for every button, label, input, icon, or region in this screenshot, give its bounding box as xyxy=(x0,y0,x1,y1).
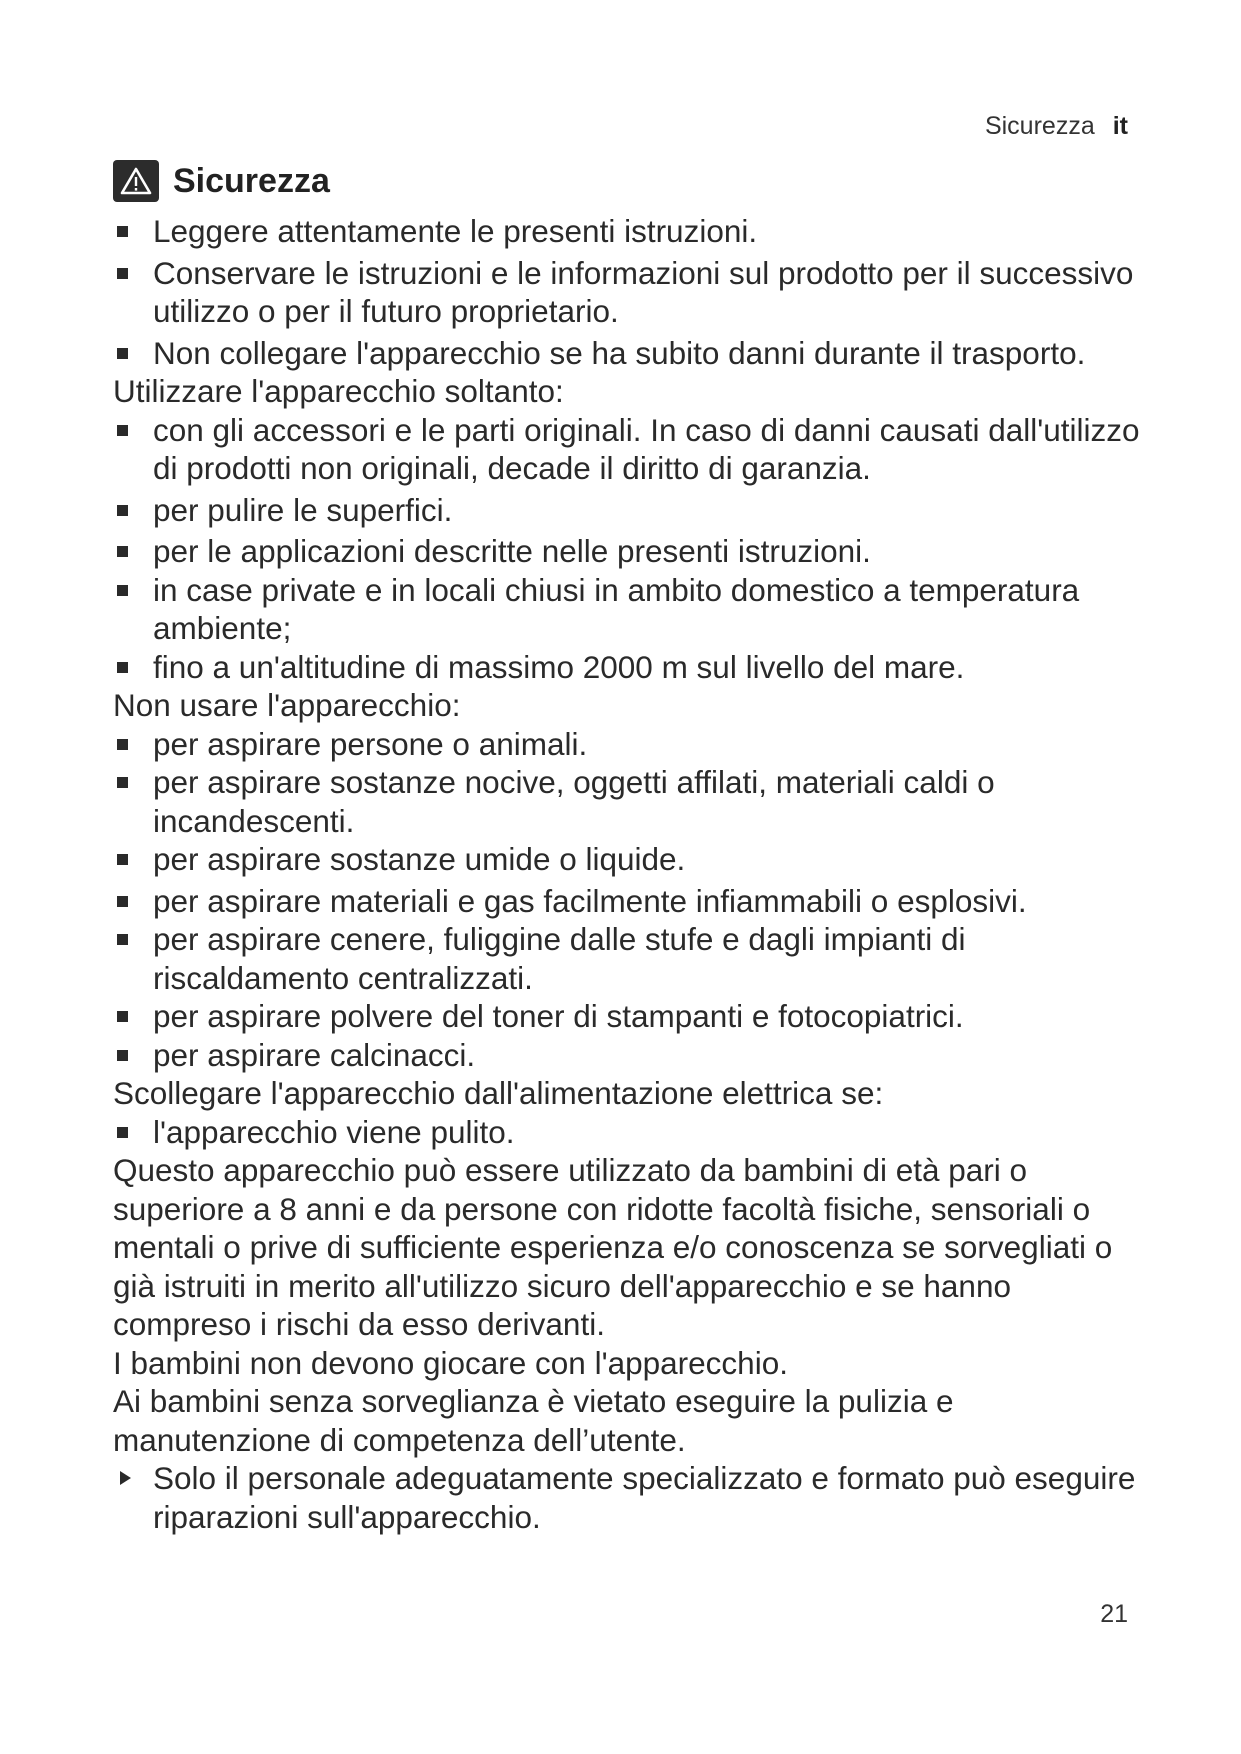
warning-triangle-glyph xyxy=(119,166,153,196)
list-item: per pulire le superfici. xyxy=(113,491,1143,530)
do-not-use-heading: Non usare l'apparecchio: xyxy=(113,687,461,723)
list-item: per aspirare persone o animali. xyxy=(113,725,1143,764)
page-title: Sicurezza xyxy=(173,162,330,200)
list-item: per aspirare materiali e gas facilmente infiammabili o esplosivi. xyxy=(113,882,1143,921)
warning-triangle-icon xyxy=(113,160,159,202)
use-only-heading: Utilizzare l'apparecchio soltanto: xyxy=(113,373,564,409)
disconnect-heading: Scollegare l'apparecchio dall'alimentazione elettrica se: xyxy=(113,1075,884,1111)
section-heading xyxy=(113,160,330,202)
instruction-list xyxy=(113,1459,1143,1536)
running-header-section: Sicurezza xyxy=(984,112,1095,140)
list-item: l'apparecchio viene pulito. xyxy=(113,1113,1143,1152)
use-only-list xyxy=(113,411,1143,687)
children-paragraph: Questo apparecchio può essere utilizzato da bambini di età pari o superiore a 8 anni e da persone con ridotte facoltà fisiche, sensoriali o mentali o prive di sufficiente esperienza e/o conoscenza se sorvegliati o già istruiti in merito all'utilizzo sicuro dell'apparecchio e se hanno compreso i rischi da esso derivanti. xyxy=(113,1152,1113,1342)
list-item: per aspirare polvere del toner di stampanti e fotocopiatrici. xyxy=(113,997,1143,1036)
list-item: per le applicazioni descritte nelle presenti istruzioni. xyxy=(113,532,1143,571)
page-number: 21 xyxy=(1100,1600,1128,1628)
list-item: fino a un'altitudine di massimo 2000 m sul livello del mare. xyxy=(113,648,1143,687)
list-item: per aspirare calcinacci. xyxy=(113,1036,1143,1075)
list-item: con gli accessori e le parti originali. In caso di danni causati dall'utilizzo di prodotti non originali, decade il diritto di garanzia. xyxy=(113,411,1143,488)
intro-list xyxy=(113,212,1143,372)
children-play-note: I bambini non devono giocare con l'apparecchio. xyxy=(113,1344,788,1381)
running-header xyxy=(985,112,1128,141)
disconnect-list xyxy=(113,1113,1143,1152)
list-item: per aspirare sostanze nocive, oggetti affilati, materiali caldi o incandescenti. xyxy=(113,763,1143,840)
list-item: per aspirare sostanze umide o liquide. xyxy=(113,840,1143,879)
repair-instruction: Solo il personale adeguatamente specializzato e formato può eseguire riparazioni sull'apparecchio. xyxy=(113,1459,1143,1536)
list-item: Conservare le istruzioni e le informazioni sul prodotto per il successivo utilizzo o per il futuro proprietario. xyxy=(113,254,1143,331)
list-item: in case private e in locali chiusi in ambito domestico a temperatura ambiente; xyxy=(113,571,1143,648)
language-code: it xyxy=(1112,112,1128,140)
list-item: Non collegare l'apparecchio se ha subito danni durante il trasporto. xyxy=(113,334,1143,373)
children-cleaning-note: Ai bambini senza sorveglianza è vietato eseguire la pulizia e manutenzione di competenza dell’utente. xyxy=(113,1383,954,1458)
safety-content xyxy=(113,212,1143,1536)
do-not-use-list xyxy=(113,725,1143,1075)
list-item: Leggere attentamente le presenti istruzioni. xyxy=(113,212,1143,251)
list-item: per aspirare cenere, fuliggine dalle stufe e dagli impianti di riscaldamento centralizzati. xyxy=(113,920,1143,997)
